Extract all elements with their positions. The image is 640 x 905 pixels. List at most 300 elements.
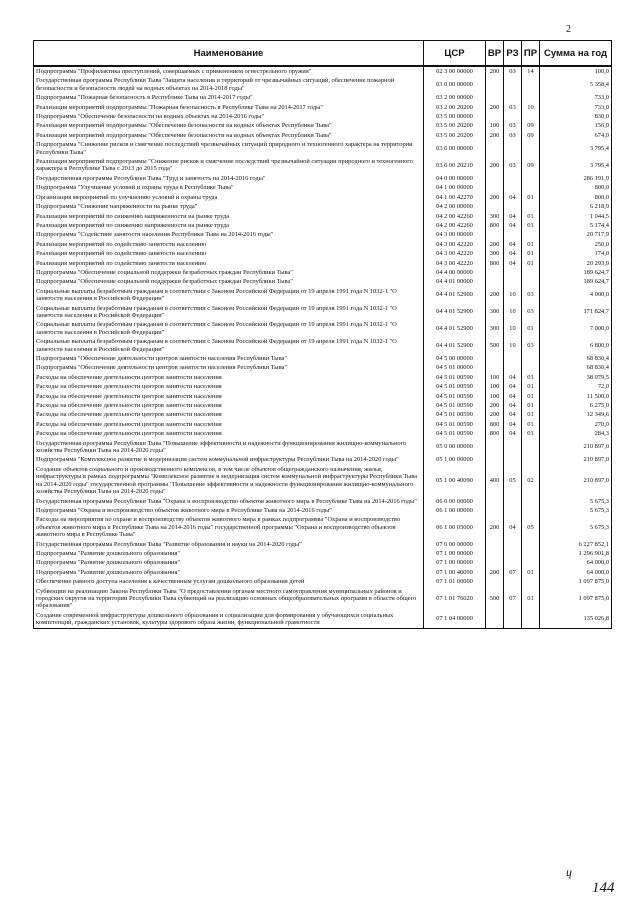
row-sum-cell: 210 897,0 — [540, 465, 612, 497]
row-rz-cell: 10 — [504, 304, 522, 321]
row-sum-cell: 189 624,7 — [540, 277, 612, 286]
row-csr-cell: 07 1 00 40090 — [424, 568, 486, 577]
row-csr-cell: 03 6 00 20210 — [424, 157, 486, 174]
table-row — [34, 540, 612, 549]
row-csr-cell: 03 5 00 20200 — [424, 131, 486, 140]
header-sum: Сумма на год — [540, 41, 612, 67]
table-row — [34, 76, 612, 93]
row-vr-cell: 800 — [486, 420, 504, 429]
row-sum-cell: 210 897,0 — [540, 439, 612, 456]
row-vr-cell — [486, 202, 504, 211]
row-pr-cell: 01 — [522, 249, 540, 258]
row-pr-cell: 01 — [522, 568, 540, 577]
row-pr-cell — [522, 354, 540, 363]
row-rz-cell — [504, 540, 522, 549]
row-csr-cell: 04 1 00 42270 — [424, 193, 486, 202]
row-pr-cell: 10 — [522, 103, 540, 112]
row-name-cell: Социальные выплаты безработным гражданам в соответствии с Законом Российской Федерации от 19 апреля 1991 года N 1032-1 "О занятости населения в Российской Федерации" — [34, 337, 424, 354]
row-rz-cell: 03 — [504, 66, 522, 76]
row-csr-cell: 04 3 00 00000 — [424, 230, 486, 239]
row-vr-cell: 300 — [486, 320, 504, 337]
row-sum-cell: 11 500,0 — [540, 392, 612, 401]
row-csr-cell: 03 6 00 00000 — [424, 140, 486, 157]
table-row — [34, 429, 612, 438]
row-csr-cell: 05 1 00 40090 — [424, 465, 486, 497]
row-name-cell: Расходы на мероприятия по охране и воспроизводству объектов животного мира в рамках подпрограммы "Охрана и воспроизводство объектов животного мира в Республике Тыва на 2014-2016 годы" государственной программы "Охрана и воспроизводство объектов животного мира в Республике Тыва" — [34, 515, 424, 539]
row-sum-cell: 3 795,4 — [540, 140, 612, 157]
row-name-cell: Подпрограмма "Снижение напряженности на рынке труда" — [34, 202, 424, 211]
row-sum-cell: 270,0 — [540, 420, 612, 429]
row-csr-cell: 04 5 01 00590 — [424, 382, 486, 391]
row-csr-cell: 04 5 01 00590 — [424, 420, 486, 429]
row-sum-cell: 286 191,9 — [540, 174, 612, 183]
row-pr-cell: 01 — [522, 212, 540, 221]
row-sum-cell: 1 097 875,0 — [540, 587, 612, 611]
row-csr-cell: 04 3 00 42220 — [424, 240, 486, 249]
row-name-cell: Расходы на обеспечение деятельности центров занятости населения — [34, 373, 424, 382]
row-rz-cell — [504, 549, 522, 558]
table-row — [34, 193, 612, 202]
row-csr-cell: 04 5 01 00590 — [424, 392, 486, 401]
header-csr: ЦСР — [424, 41, 486, 67]
row-rz-cell: 05 — [504, 465, 522, 497]
row-csr-cell: 07 1 00 00000 — [424, 558, 486, 567]
row-name-cell: Подпрограмма "Содействие занятости населения Республики Тыва на 2014-2016 годы" — [34, 230, 424, 239]
row-rz-cell — [504, 558, 522, 567]
row-pr-cell: 09 — [522, 131, 540, 140]
row-rz-cell: 03 — [504, 131, 522, 140]
table-row — [34, 401, 612, 410]
row-pr-cell: 01 — [522, 587, 540, 611]
row-rz-cell: 10 — [504, 287, 522, 304]
row-rz-cell: 07 — [504, 568, 522, 577]
row-sum-cell: 174,0 — [540, 249, 612, 258]
table-row — [34, 337, 612, 354]
row-csr-cell: 04 3 00 42220 — [424, 259, 486, 268]
row-name-cell: Расходы на обеспечение деятельности центров занятости населения — [34, 401, 424, 410]
row-name-cell: Подпрограмма "Пожарная безопасность в Республике Тыва на 2014-2017 годы" — [34, 93, 424, 102]
table-row — [34, 212, 612, 221]
row-vr-cell — [486, 230, 504, 239]
row-csr-cell: 04 0 00 00000 — [424, 174, 486, 183]
row-pr-cell: 05 — [522, 515, 540, 539]
row-rz-cell: 04 — [504, 221, 522, 230]
table-row — [34, 202, 612, 211]
row-name-cell: Государственная программа Республики Тыва "Защита населения и территорий от чрезвычайных ситуаций, обеспечение пожарной безопасности и безопасности людей на водных объектах на 2014-2018 годы" — [34, 76, 424, 93]
row-rz-cell: 04 — [504, 249, 522, 258]
row-sum-cell: 6 227 852,1 — [540, 540, 612, 549]
row-csr-cell: 04 5 01 00590 — [424, 373, 486, 382]
table-row — [34, 240, 612, 249]
table-row — [34, 568, 612, 577]
row-vr-cell — [486, 558, 504, 567]
table-row — [34, 221, 612, 230]
row-pr-cell: 09 — [522, 157, 540, 174]
row-pr-cell: 14 — [522, 66, 540, 76]
row-vr-cell — [486, 549, 504, 558]
table-row — [34, 392, 612, 401]
row-rz-cell — [504, 76, 522, 93]
row-sum-cell: 12 349,6 — [540, 410, 612, 419]
row-vr-cell: 200 — [486, 131, 504, 140]
row-vr-cell: 800 — [486, 221, 504, 230]
row-sum-cell: 5 358,4 — [540, 76, 612, 93]
row-rz-cell — [504, 497, 522, 506]
row-pr-cell — [522, 558, 540, 567]
row-csr-cell: 06 1 00 00000 — [424, 506, 486, 515]
row-rz-cell — [504, 140, 522, 157]
row-sum-cell: 135 026,8 — [540, 611, 612, 628]
row-sum-cell: 68 830,4 — [540, 354, 612, 363]
row-vr-cell — [486, 76, 504, 93]
row-name-cell: Государственная программа Республики Тыва "Повышение эффективности и надежности функционирования жилищно-коммунального хозяйства Республики Тыва на 2014-2020 годы" — [34, 439, 424, 456]
row-name-cell: Подпрограмма "Обеспечение социальной поддержки безработных граждан Республики Тыва" — [34, 277, 424, 286]
row-rz-cell — [504, 93, 522, 102]
row-pr-cell: 01 — [522, 259, 540, 268]
row-sum-cell: 20 717,9 — [540, 230, 612, 239]
row-sum-cell: 800,0 — [540, 193, 612, 202]
row-rz-cell — [504, 455, 522, 464]
row-rz-cell — [504, 354, 522, 363]
row-vr-cell — [486, 268, 504, 277]
row-vr-cell: 100 — [486, 382, 504, 391]
row-sum-cell: 189 624,7 — [540, 268, 612, 277]
row-pr-cell — [522, 497, 540, 506]
row-name-cell: Расходы на обеспечение деятельности центров занятости населения — [34, 382, 424, 391]
row-sum-cell: 830,0 — [540, 112, 612, 121]
row-sum-cell: 1 097 875,0 — [540, 577, 612, 586]
row-pr-cell — [522, 439, 540, 456]
row-sum-cell: 4 000,0 — [540, 287, 612, 304]
row-csr-cell: 03 0 00 00000 — [424, 76, 486, 93]
row-name-cell: Государственная программа Республики Тыва "Развитие образования и науки на 2014-2020 годы" — [34, 540, 424, 549]
table-body — [34, 66, 612, 628]
row-name-cell: Подпрограмма "Улучшение условий и охраны труда в Республике Тыва" — [34, 183, 424, 192]
row-pr-cell — [522, 455, 540, 464]
handwritten-page-number: 144 — [592, 880, 615, 896]
row-pr-cell — [522, 230, 540, 239]
row-name-cell: Государственная программа Республики Тыва "Труд и занятость на 2014-2016 годы" — [34, 174, 424, 183]
table-row — [34, 277, 612, 286]
row-pr-cell: 01 — [522, 373, 540, 382]
row-sum-cell: 20 293,9 — [540, 259, 612, 268]
row-vr-cell: 200 — [486, 66, 504, 76]
row-csr-cell: 07 1 01 00000 — [424, 577, 486, 586]
row-csr-cell: 07 1 01 76020 — [424, 587, 486, 611]
row-sum-cell: 284,3 — [540, 429, 612, 438]
row-name-cell: Создание объектов социального и производственного комплексов, в том числе объектов общегражданского назначения, жилья, инфраструктуры в рамках подпрограммы "Комплексное развитие и модернизация систем коммунальной инфраструктуры Республики Тыва на 2014-2020 годы" государственной программы "Повышение эффективности и надежности функционирования жилищно-коммунального хозяйства Республики Тыва на 2014-2020 годы" — [34, 465, 424, 497]
row-vr-cell: 500 — [486, 337, 504, 354]
row-vr-cell: 200 — [486, 157, 504, 174]
row-name-cell: Подпрограмма "Обеспечение безопасности на водных объектах на 2014-2016 годы" — [34, 112, 424, 121]
row-name-cell: Субвенции на реализацию Закона Республики Тыва "О предоставлении органам местного самоуправления муниципальных районов и городских округов на территории Республики Тыва субвенций на реализацию основных общеобразовательных программ в области общего образования" — [34, 587, 424, 611]
table-row — [34, 465, 612, 497]
row-rz-cell: 04 — [504, 212, 522, 221]
row-pr-cell: 09 — [522, 121, 540, 130]
row-pr-cell — [522, 577, 540, 586]
row-csr-cell: 04 5 01 00590 — [424, 410, 486, 419]
handwritten-mark: ɥ — [566, 865, 572, 879]
row-sum-cell: 100,0 — [540, 66, 612, 76]
row-csr-cell: 06 1 00 05000 — [424, 515, 486, 539]
row-name-cell: Подпрограмма "Обеспечение социальной поддержки безработных граждан Республики Тыва" — [34, 268, 424, 277]
row-sum-cell: 5 675,3 — [540, 497, 612, 506]
row-pr-cell — [522, 277, 540, 286]
row-rz-cell: 04 — [504, 382, 522, 391]
row-rz-cell: 03 — [504, 121, 522, 130]
row-pr-cell: 01 — [522, 382, 540, 391]
row-rz-cell: 03 — [504, 157, 522, 174]
table-header-row — [34, 41, 612, 67]
row-name-cell: Подпрограмма "Обеспечение деятельности центров занятости населения Республики Тыва" — [34, 363, 424, 372]
row-vr-cell: 800 — [486, 259, 504, 268]
row-csr-cell: 04 5 01 00000 — [424, 363, 486, 372]
row-pr-cell — [522, 363, 540, 372]
row-vr-cell — [486, 506, 504, 515]
row-rz-cell: 04 — [504, 429, 522, 438]
row-csr-cell: 04 4 01 00000 — [424, 277, 486, 286]
row-name-cell: Расходы на обеспечение деятельности центров занятости населения — [34, 420, 424, 429]
row-vr-cell: 200 — [486, 515, 504, 539]
row-name-cell: Социальные выплаты безработным гражданам в соответствии с Законом Российской Федерации от 19 апреля 1991 года N 1032-1 "О занятости населения в Российской Федерации" — [34, 320, 424, 337]
row-name-cell: Подпрограмма "Комплексное развитие и модернизация систем коммунальной инфраструктуры Республики Тыва на 2014-2020 годы" — [34, 455, 424, 464]
table-row — [34, 249, 612, 258]
row-name-cell: Подпрограмма "Снижение рисков и смягчение последствий чрезвычайных ситуаций природного и техногенного характера на территории Республики Тыва" — [34, 140, 424, 157]
row-sum-cell: 7 000,0 — [540, 320, 612, 337]
budget-table — [33, 40, 612, 629]
row-vr-cell — [486, 611, 504, 628]
row-vr-cell: 200 — [486, 287, 504, 304]
row-name-cell: Подпрограмма "Развитие дошкольного образования" — [34, 558, 424, 567]
table-row — [34, 131, 612, 140]
row-name-cell: Реализация мероприятий по содействию занятости населению — [34, 240, 424, 249]
row-csr-cell: 03 5 00 20200 — [424, 121, 486, 130]
row-name-cell: Расходы на обеспечение деятельности центров занятости населения — [34, 392, 424, 401]
table-row — [34, 373, 612, 382]
row-csr-cell: 04 4 01 52900 — [424, 337, 486, 354]
row-sum-cell: 156,0 — [540, 121, 612, 130]
row-sum-cell: 5 174,4 — [540, 221, 612, 230]
row-rz-cell: 03 — [504, 103, 522, 112]
row-vr-cell: 200 — [486, 103, 504, 112]
row-pr-cell: 01 — [522, 420, 540, 429]
row-pr-cell: 02 — [522, 465, 540, 497]
row-rz-cell — [504, 277, 522, 286]
row-pr-cell: 01 — [522, 193, 540, 202]
row-sum-cell: 171 824,7 — [540, 304, 612, 321]
row-pr-cell — [522, 549, 540, 558]
row-vr-cell: 400 — [486, 465, 504, 497]
row-sum-cell: 5 675,3 — [540, 515, 612, 539]
row-rz-cell — [504, 202, 522, 211]
row-csr-cell: 05 0 00 00000 — [424, 439, 486, 456]
row-pr-cell — [522, 93, 540, 102]
row-vr-cell: 300 — [486, 212, 504, 221]
row-csr-cell: 04 5 00 00000 — [424, 354, 486, 363]
table-row — [34, 506, 612, 515]
row-rz-cell — [504, 183, 522, 192]
row-name-cell: Реализация мероприятий по содействию занятости населению — [34, 259, 424, 268]
table-row — [34, 287, 612, 304]
row-csr-cell: 07 1 04 00000 — [424, 611, 486, 628]
row-vr-cell: 800 — [486, 429, 504, 438]
header-rz: РЗ — [504, 41, 522, 67]
row-name-cell: Подпрограмма "Обеспечение деятельности центров занятости населения Республики Тыва" — [34, 354, 424, 363]
row-rz-cell — [504, 363, 522, 372]
row-csr-cell: 07 0 00 00000 — [424, 540, 486, 549]
row-rz-cell: 04 — [504, 410, 522, 419]
row-pr-cell: 03 — [522, 304, 540, 321]
row-name-cell: Расходы на обеспечение деятельности центров занятости населения — [34, 410, 424, 419]
table-row — [34, 354, 612, 363]
row-csr-cell: 04 4 00 00000 — [424, 268, 486, 277]
row-rz-cell: 04 — [504, 240, 522, 249]
row-pr-cell — [522, 540, 540, 549]
table-row — [34, 157, 612, 174]
row-pr-cell — [522, 183, 540, 192]
row-csr-cell: 03 2 00 00000 — [424, 93, 486, 102]
row-sum-cell: 250,0 — [540, 240, 612, 249]
row-vr-cell — [486, 112, 504, 121]
row-rz-cell — [504, 577, 522, 586]
row-vr-cell: 100 — [486, 121, 504, 130]
row-pr-cell: 01 — [522, 410, 540, 419]
row-csr-cell: 04 5 01 00590 — [424, 401, 486, 410]
row-vr-cell — [486, 439, 504, 456]
row-sum-cell: 64 000,0 — [540, 568, 612, 577]
row-sum-cell: 733,0 — [540, 93, 612, 102]
row-rz-cell — [504, 611, 522, 628]
row-rz-cell: 04 — [504, 392, 522, 401]
row-pr-cell — [522, 174, 540, 183]
table-row — [34, 320, 612, 337]
row-name-cell: Государственная программа Республики Тыва "Охрана и воспроизводство объектов животного мира в Республике Тыва на 2014-2016 годы" — [34, 497, 424, 506]
row-vr-cell — [486, 93, 504, 102]
row-sum-cell: 68 830,4 — [540, 363, 612, 372]
row-sum-cell: 5 675,3 — [540, 506, 612, 515]
row-vr-cell: 100 — [486, 373, 504, 382]
row-name-cell: Подпрограмма "Развитие дошкольного образования" — [34, 568, 424, 577]
row-vr-cell: 200 — [486, 401, 504, 410]
row-name-cell: Обеспечение равного доступа населения к качественным услугам дошкольного образования детей — [34, 577, 424, 586]
row-sum-cell: 64 000,0 — [540, 558, 612, 567]
row-name-cell: Организация мероприятий по улучшению условий и охраны труда — [34, 193, 424, 202]
row-sum-cell: 800,0 — [540, 183, 612, 192]
row-rz-cell: 04 — [504, 515, 522, 539]
row-name-cell: Расходы на обеспечение деятельности центров занятости населения — [34, 429, 424, 438]
table-row — [34, 611, 612, 628]
row-name-cell: Реализация мероприятий подпрограммы "Снижение рисков и смягчение последствий чрезвычайной ситуации природного и техногенного характера в Республике Тыва с 2013 до 2015 года" — [34, 157, 424, 174]
row-sum-cell: 38 079,5 — [540, 373, 612, 382]
row-pr-cell: 01 — [522, 401, 540, 410]
row-pr-cell: 01 — [522, 392, 540, 401]
row-pr-cell — [522, 611, 540, 628]
row-vr-cell — [486, 354, 504, 363]
row-sum-cell: 6 218,9 — [540, 202, 612, 211]
row-csr-cell: 04 2 00 00000 — [424, 202, 486, 211]
table-row — [34, 439, 612, 456]
row-pr-cell: 01 — [522, 320, 540, 337]
row-name-cell: Социальные выплаты безработным гражданам в соответствии с Законом Российской Федерации от 19 апреля 1991 года N 1032-1 "О занятости населения в Российской Федерации" — [34, 304, 424, 321]
row-rz-cell — [504, 439, 522, 456]
row-name-cell: Создание современной инфраструктуры дошкольного образования и социализации для формирования у обучающихся социальных компетенций, гражданских установок, культуры здорового образа жизни, функциональной грамотности — [34, 611, 424, 628]
table-row — [34, 304, 612, 321]
table-row — [34, 497, 612, 506]
row-pr-cell: 03 — [522, 287, 540, 304]
table-row — [34, 420, 612, 429]
row-vr-cell — [486, 277, 504, 286]
row-sum-cell: 674,0 — [540, 131, 612, 140]
row-pr-cell: 03 — [522, 337, 540, 354]
table-row — [34, 515, 612, 539]
row-rz-cell — [504, 268, 522, 277]
row-sum-cell: 1 296 901,8 — [540, 549, 612, 558]
row-vr-cell — [486, 577, 504, 586]
row-vr-cell: 100 — [486, 392, 504, 401]
row-pr-cell — [522, 506, 540, 515]
row-rz-cell: 04 — [504, 373, 522, 382]
row-csr-cell: 03 2 00 20200 — [424, 103, 486, 112]
table-row — [34, 121, 612, 130]
header-pr: ПР — [522, 41, 540, 67]
row-rz-cell — [504, 174, 522, 183]
row-csr-cell: 03 5 00 00000 — [424, 112, 486, 121]
row-csr-cell: 04 4 01 52900 — [424, 287, 486, 304]
row-name-cell: Реализация мероприятий по снижению напряженности на рынке труда — [34, 212, 424, 221]
row-csr-cell: 05 1 00 00000 — [424, 455, 486, 464]
table-row — [34, 268, 612, 277]
row-name-cell: Реализация мероприятий по содействию занятости населению — [34, 249, 424, 258]
table-row — [34, 382, 612, 391]
row-csr-cell: 04 4 01 52900 — [424, 320, 486, 337]
row-vr-cell: 500 — [486, 587, 504, 611]
row-vr-cell — [486, 497, 504, 506]
row-csr-cell: 04 5 01 00590 — [424, 429, 486, 438]
table-row — [34, 410, 612, 419]
table-row — [34, 259, 612, 268]
row-name-cell: Подпрограмма "Развитие дошкольного образования" — [34, 549, 424, 558]
table-row — [34, 558, 612, 567]
row-pr-cell: 01 — [522, 429, 540, 438]
table-row — [34, 577, 612, 586]
row-name-cell: Реализация мероприятий подпрограммы "Обеспечение безопасности на водных объектах Республики Тыва" — [34, 121, 424, 130]
table-row — [34, 363, 612, 372]
table-row — [34, 455, 612, 464]
row-sum-cell: 210 897,0 — [540, 455, 612, 464]
row-sum-cell: 6 275,0 — [540, 401, 612, 410]
row-pr-cell — [522, 140, 540, 157]
table-row — [34, 66, 612, 76]
row-pr-cell: 01 — [522, 221, 540, 230]
row-sum-cell: 3 795,4 — [540, 157, 612, 174]
row-name-cell: Социальные выплаты безработным гражданам в соответствии с Законом Российской Федерации от 19 апреля 1991 года N 1032-1 "О занятости населения в Российской Федерации" — [34, 287, 424, 304]
row-vr-cell — [486, 140, 504, 157]
row-rz-cell — [504, 230, 522, 239]
row-name-cell: Реализация мероприятий подпрограммы "Обеспечение безопасности на водных объектах Республики Тыва" — [34, 131, 424, 140]
row-rz-cell: 10 — [504, 337, 522, 354]
row-vr-cell — [486, 455, 504, 464]
row-rz-cell: 10 — [504, 320, 522, 337]
row-pr-cell — [522, 202, 540, 211]
table-row — [34, 112, 612, 121]
row-vr-cell: 300 — [486, 249, 504, 258]
row-sum-cell: 1 044,5 — [540, 212, 612, 221]
row-pr-cell — [522, 76, 540, 93]
table-row — [34, 93, 612, 102]
row-csr-cell: 06 0 00 00000 — [424, 497, 486, 506]
row-vr-cell: 200 — [486, 410, 504, 419]
row-name-cell: Подпрограмма "Охрана и воспроизводство объектов животного мира в Республике Тыва на 2014-2016 годы" — [34, 506, 424, 515]
